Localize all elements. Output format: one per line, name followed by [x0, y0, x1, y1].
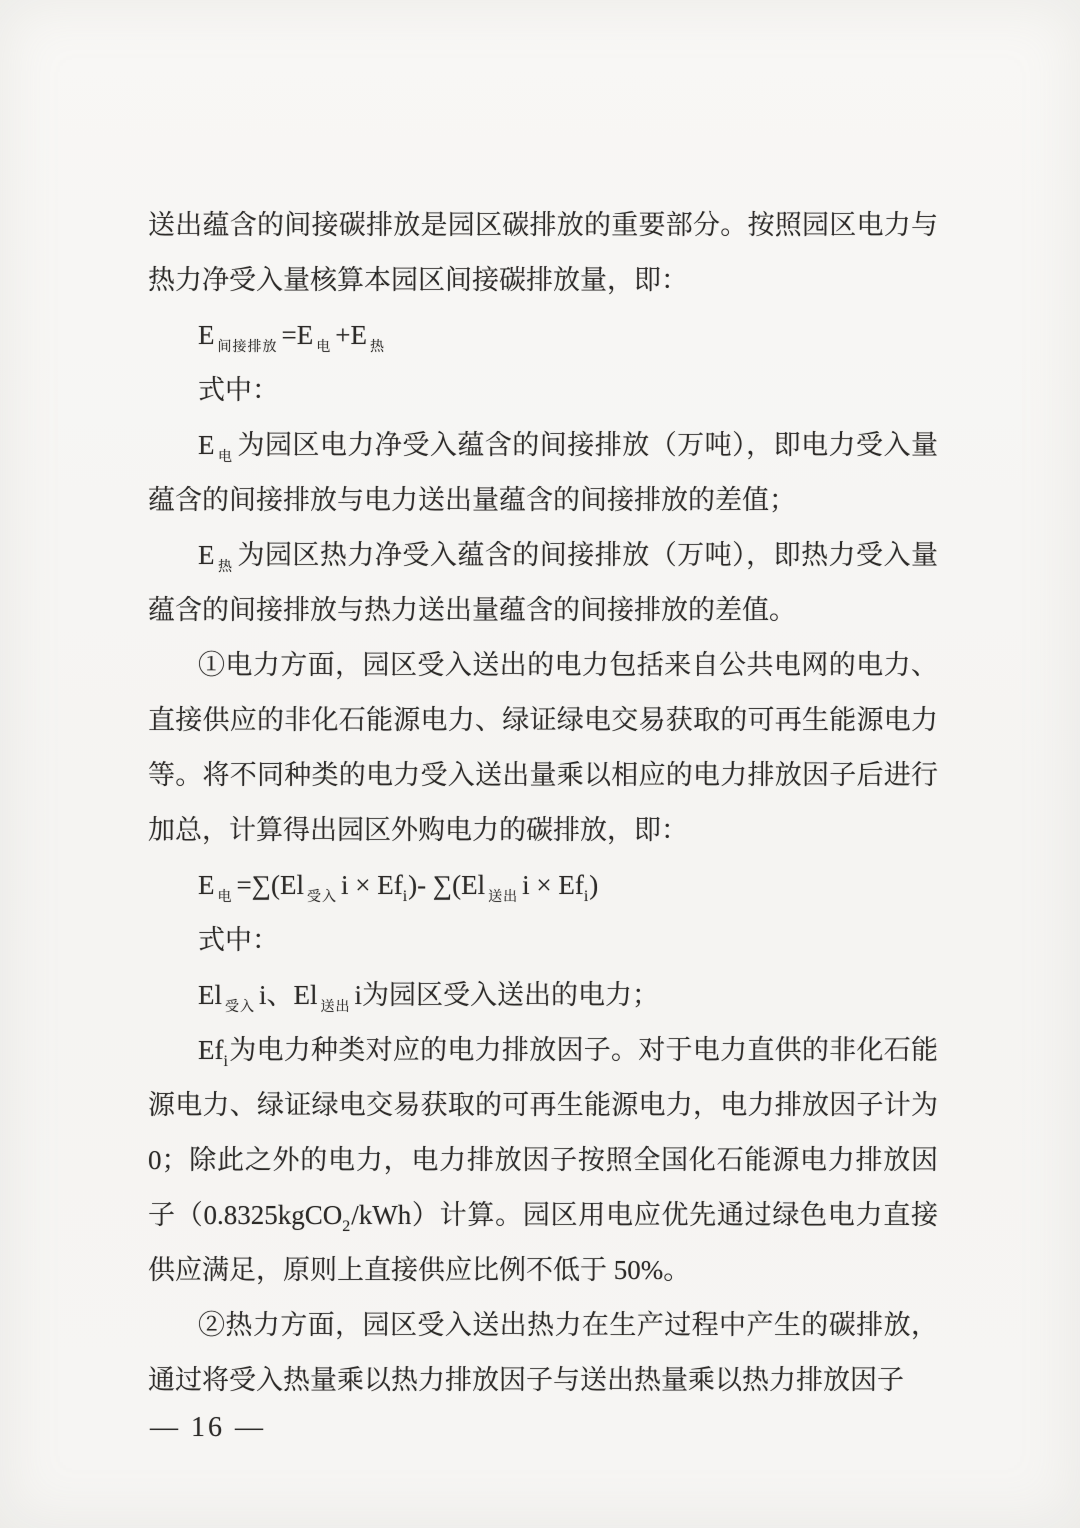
page-number: — 16 — — [150, 1412, 266, 1443]
formula-subscript: 间接排放 — [217, 340, 278, 355]
paragraph-text: i为园区受入送出的电力； — [354, 980, 660, 1010]
formula-subscript: 热 — [217, 560, 234, 575]
formula-where-label — [148, 913, 938, 968]
formula-term: i × Ef — [522, 870, 584, 900]
formula-subscript: 送出 — [320, 1000, 351, 1015]
paragraph-heat-method — [148, 1298, 938, 1408]
formula-term: =∑(El — [236, 870, 304, 900]
paragraph-text: /kWh）计算。园区用电应优先通过绿色电力直接供应满足，原则上直接供应比例不低于 50%。 — [148, 1200, 938, 1285]
paragraph-electricity-method — [148, 638, 938, 858]
paragraph-intro — [148, 198, 938, 308]
formula-term: )- ∑(El — [408, 870, 486, 900]
paragraph-text: 式中： — [198, 375, 279, 405]
paragraph-ef-definition — [148, 1023, 938, 1298]
paragraph-text: 式中： — [198, 925, 279, 955]
formula-electricity-emissions — [148, 858, 938, 913]
formula-term: E — [198, 540, 215, 570]
formula-term: Ef — [198, 1035, 224, 1065]
formula-term: i × Ef — [340, 870, 403, 900]
paragraph-text: 为园区热力净受入蕴含的间接排放（万吨），即热力受入量蕴含的间接排放与热力送出量蕴含的间接排放的差值。 — [148, 540, 939, 625]
formula-subscript: i — [223, 1053, 228, 1070]
paragraph-e-heat-definition — [148, 528, 938, 638]
formula-term: El — [198, 980, 222, 1010]
paragraph-text: ①电力方面，园区受入送出的电力包括来自公共电网的电力、直接供应的非化石能源电力、绿证绿电交易获取的可再生能源电力等。将不同种类的电力受入送出量乘以相应的电力排放因子后进行加总，计算得出园区外购电力的碳排放，即： — [148, 650, 938, 845]
formula-subscript: 受入 — [225, 1000, 255, 1015]
formula-subscript: 电 — [217, 450, 234, 465]
formula-subscript: 电 — [217, 890, 233, 905]
formula-term: i、El — [259, 980, 318, 1010]
formula-subscript: 热 — [369, 340, 385, 355]
formula-term: E — [198, 320, 215, 350]
paragraph-text: ②热力方面，园区受入送出热力在生产过程中产生的碳排放，通过将受入热量乘以热力排放因子与送出热量乘以热力排放因子 — [148, 1310, 938, 1395]
formula-subscript: 电 — [316, 340, 332, 355]
formula-subscript: i — [402, 888, 408, 905]
formula-subscript: 送出 — [488, 890, 519, 905]
paragraph-text: 为电力种类对应的电力排放因子。对于电力直供的非化石能源电力、绿证绿电交易获取的可再生能源电力，电力排放因子计为0；除此之外的电力，电力排放因子按照全国化石能源电力排放因子（0.8325kgCO — [148, 1035, 938, 1230]
formula-subscript: i — [583, 888, 589, 905]
formula-subscript: 受入 — [306, 890, 337, 905]
formula-subscript: 2 — [342, 1218, 351, 1235]
paragraph-text: 送出蕴含的间接碳排放是园区碳排放的重要部分。按照园区电力与热力净受入量核算本园区间接碳排放量，即： — [148, 210, 938, 295]
formula-term: ) — [589, 870, 599, 900]
formula-term: +E — [335, 320, 367, 350]
paragraph-e-electricity-definition — [148, 418, 938, 528]
formula-term: E — [198, 870, 215, 900]
formula-term: E — [198, 430, 215, 460]
page-body-text — [148, 198, 938, 1408]
formula-term: =E — [281, 320, 314, 350]
formula-where-label — [148, 363, 938, 418]
formula-total-indirect-emissions — [148, 308, 938, 363]
paragraph-text: 为园区电力净受入蕴含的间接排放（万吨），即电力受入量蕴含的间接排放与电力送出量蕴含的间接排放的差值； — [148, 430, 939, 515]
paragraph-el-definition — [148, 968, 938, 1023]
